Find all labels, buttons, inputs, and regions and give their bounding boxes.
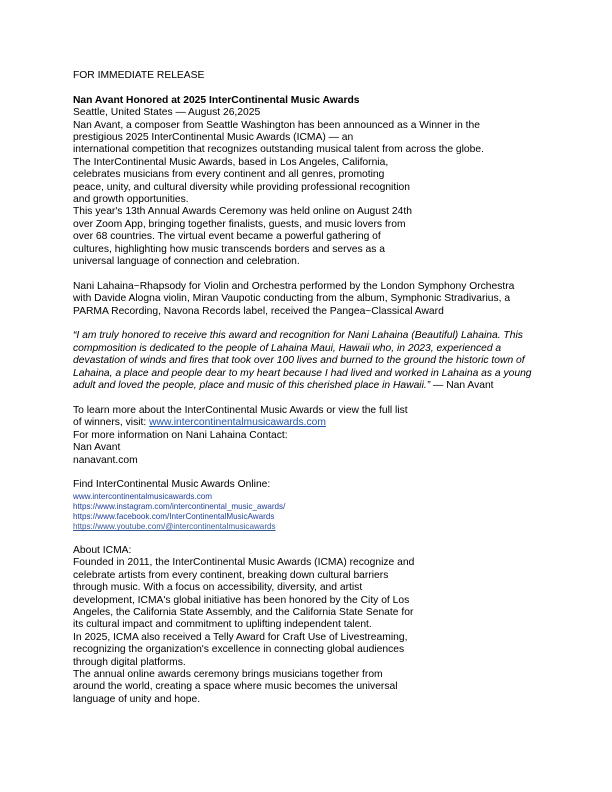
about-line: through digital platforms. <box>73 656 186 668</box>
release-label: FOR IMMEDIATE RELEASE <box>73 70 205 81</box>
about-paragraph <box>73 557 573 706</box>
work-line: with Davide Alogna violin, Miran Vaupotic conducting from the album, Symphonic Stradivarius, a <box>73 293 511 305</box>
intro-line: The InterContinental Music Awards, based in Los Angeles, California, <box>73 156 389 168</box>
about-line: celebrate artists from every continent, breaking down cultural barriers <box>73 569 389 581</box>
youtube-link[interactable]: https://www.youtube.com/@intercontinentalmusicawards <box>73 522 276 532</box>
quote-line: Lahaina, a place and people dear to my heart because I had lived and worked in Lahaina as a young <box>73 367 532 379</box>
intro-line: cultures, highlighting how music transcends borders and serves as a <box>73 243 385 255</box>
website-link[interactable]: www.intercontinentalmusicawards.com <box>73 491 212 501</box>
quote-line: “I am truly honored to receive this award and recognition for Nani Lahaina (Beautiful) Lahaina. This <box>73 330 523 342</box>
intro-line: over Zoom App, bringing together finalists, guests, and music lovers from <box>73 218 406 230</box>
intro-line: This year's 13th Annual Awards Ceremony was held online on August 24th <box>73 206 412 218</box>
online-heading: Find InterContinental Music Awards Online: <box>73 479 271 491</box>
quote-paragraph <box>73 330 573 392</box>
about-line: Angeles, the California State Assembly, and the California State Senate for <box>73 606 414 618</box>
intro-line: celebrates musicians from every continent and all genres, promoting <box>73 169 385 181</box>
about-line: language of unity and hope. <box>73 693 201 705</box>
quote-line: adult and loved the people, place and music of this cherished place in Hawaii.” <box>73 380 431 392</box>
about-line: around the world, creating a space where music becomes the universal <box>73 681 398 693</box>
intro-line: universal language of connection and celebration. <box>73 256 300 268</box>
intro-line: Nan Avant, a composer from Seattle Washington has been announced as a Winner in the <box>73 119 480 131</box>
headline: Nan Avant Honored at 2025 InterContinental Music Awards <box>73 94 360 106</box>
work-paragraph <box>73 281 573 318</box>
quote-attribution: — Nan Avant <box>430 380 494 392</box>
intro-line: and growth opportunities. <box>73 194 189 206</box>
learn-more-line: To learn more about the InterContinental Music Awards or view the full list <box>73 404 408 416</box>
about-line: development, ICMA's global initiative has been honored by the City of Los <box>73 594 410 606</box>
learn-more-url-line <box>73 417 573 429</box>
work-line: Nani Lahaina~Rhapsody for Violin and Orchestra performed by the London Symphony Orchestra <box>73 280 515 292</box>
press-release-body <box>73 70 573 706</box>
contact-site: nanavant.com <box>73 454 138 466</box>
work-line: PARMA Recording, Navona Records label, received the Pangea~Classical Award <box>73 305 444 317</box>
about-line: The annual online awards ceremony brings musicians together from <box>73 669 383 680</box>
learn-more-prefix: of winners, visit: <box>73 417 150 429</box>
intro-paragraph <box>73 120 573 269</box>
facebook-link[interactable]: https://www.facebook.com/InterContinentalMusicAwards <box>73 512 275 522</box>
intro-line: over 68 countries. The virtual event became a powerful gathering of <box>73 231 381 243</box>
icma-website-link[interactable]: www.intercontinentalmusicawards.com <box>149 417 326 429</box>
contact-heading: For more information on Nani Lahaina Contact: <box>73 429 288 441</box>
about-heading: About ICMA: <box>73 544 132 556</box>
dateline: Seattle, United States — August 26,2025 <box>73 107 261 119</box>
about-line: its cultural impact and commitment to uplifting independent talent. <box>73 619 372 631</box>
intro-line: international competition that recognizes outstanding musical talent from across the globe. <box>73 144 484 156</box>
intro-line: peace, unity, and cultural diversity while providing professional recognition <box>73 181 410 193</box>
online-links <box>73 492 573 533</box>
contact-name: Nan Avant <box>73 442 121 454</box>
about-line: through music. With a focus on accessibility, diversity, and artist <box>73 582 363 594</box>
about-line: Founded in 2011, the InterContinental Music Awards (ICMA) recognize and <box>73 557 415 569</box>
quote-line: devastation of winds and fires that took over 100 lives and burned to the ground the historic town of <box>73 355 525 367</box>
instagram-link[interactable]: https://www.instagram.com/intercontinental_music_awards/ <box>73 501 286 511</box>
about-line: In 2025, ICMA also received a Telly Award for Craft Use of Livestreaming, <box>73 631 408 643</box>
quote-line: compmosition is dedicated to the people of Lahaina Maui, Hawaii who, in 2023, experienced a <box>73 342 502 354</box>
intro-line: prestigious 2025 InterContinental Music Awards (ICMA) — an <box>73 132 354 144</box>
quote-last-line <box>73 380 573 392</box>
about-line: recognizing the organization's excellence in connecting global audiences <box>73 644 405 656</box>
